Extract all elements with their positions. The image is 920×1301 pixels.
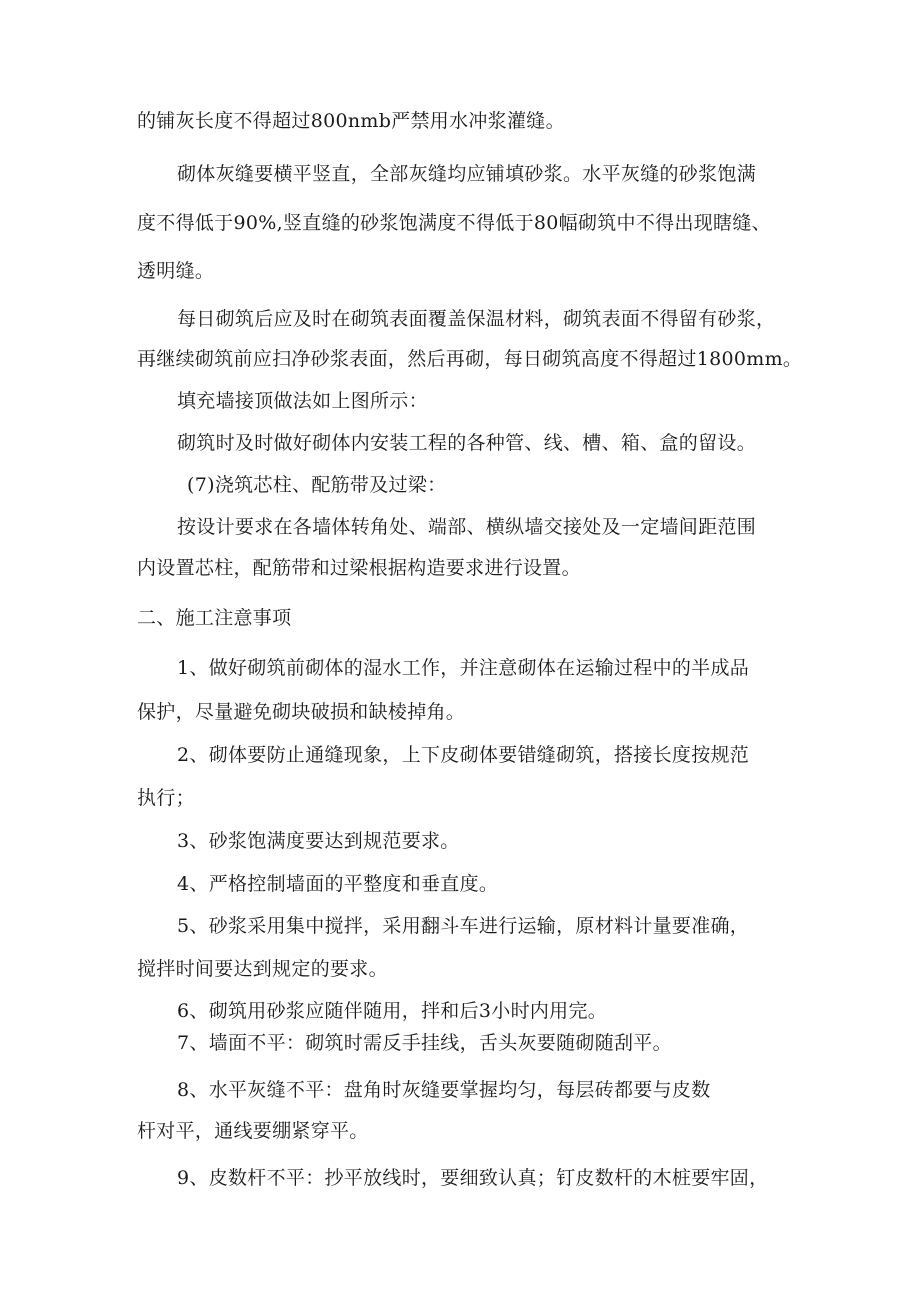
list-item: 2、砌体要防止通缝现象，上下皮砌体要错缝砌筑，搭接长度按规范 bbox=[177, 744, 750, 766]
list-item: 6、砌筑用砂浆应随伴随用，拌和后3小时内用完。 bbox=[177, 1000, 608, 1022]
text-line: 每日砌筑后应及时在砌筑表面覆盖保温材料，砌筑表面不得留有砂浆， bbox=[177, 308, 776, 330]
section-heading: 二、施工注意事项 bbox=[137, 607, 292, 629]
list-item: 5、砂浆采用集中搅拌，采用翻斗车进行运输，原材料计量要准确， bbox=[177, 915, 750, 937]
list-item: 8、水平灰缝不平：盘角时灰缝要掌握均匀，每层砖都要与皮数 bbox=[177, 1079, 711, 1101]
text-line: 执行； bbox=[137, 787, 195, 809]
text-line: 再继续砌筑前应扫净砂浆表面，然后再砌，每日砌筑高度不得超过1800mm。 bbox=[137, 348, 803, 370]
text-line: 保护，尽量避免砌块破损和缺棱掉角。 bbox=[137, 701, 466, 723]
text-line: 填充墙接顶做法如上图所示： bbox=[177, 390, 428, 412]
text-line: 内设置芯柱，配筋带和过梁根据构造要求进行设置。 bbox=[137, 557, 581, 579]
list-item: 3、砂浆饱满度要达到规范要求。 bbox=[177, 830, 460, 852]
text-line: 搅拌时间要达到规定的要求。 bbox=[137, 958, 388, 980]
text-line: 度不得低于90%,竖直缝的砂浆饱满度不得低于80幅砌筑中不得出现瞎缝、 bbox=[137, 212, 771, 234]
list-item: 9、皮数杆不平：抄平放线时，要细致认真；钉皮数杆的木桩要牢固， bbox=[177, 1167, 769, 1189]
text-line: 杆对平，通线要绷紧穿平。 bbox=[137, 1120, 369, 1142]
text-line: 砌体灰缝要横平竖直，全部灰缝均应铺填砂浆。水平灰缝的砂浆饱满 bbox=[177, 163, 757, 185]
list-item: 7、墙面不平：砌筑时需反手挂线，舌头灰要随砌随刮平。 bbox=[177, 1032, 672, 1054]
text-line: 按设计要求在各墙体转角处、端部、横纵墙交接处及一定墙间距范围 bbox=[177, 516, 757, 538]
list-item: 4、严格控制墙面的平整度和垂直度。 bbox=[177, 873, 499, 895]
section-subheading: (7)浇筑芯柱、配筋带及过梁： bbox=[187, 474, 447, 496]
text-line: 透明缝。 bbox=[137, 260, 215, 282]
text-line: 的铺灰长度不得超过800nmb严禁用水冲浆灌缝。 bbox=[137, 110, 565, 132]
list-item: 1、做好砌筑前砌体的湿水工作，并注意砌体在运输过程中的半成品 bbox=[177, 657, 750, 679]
text-line: 砌筑时及时做好砌体内安装工程的各种管、线、槽、箱、盒的留设。 bbox=[177, 432, 757, 454]
